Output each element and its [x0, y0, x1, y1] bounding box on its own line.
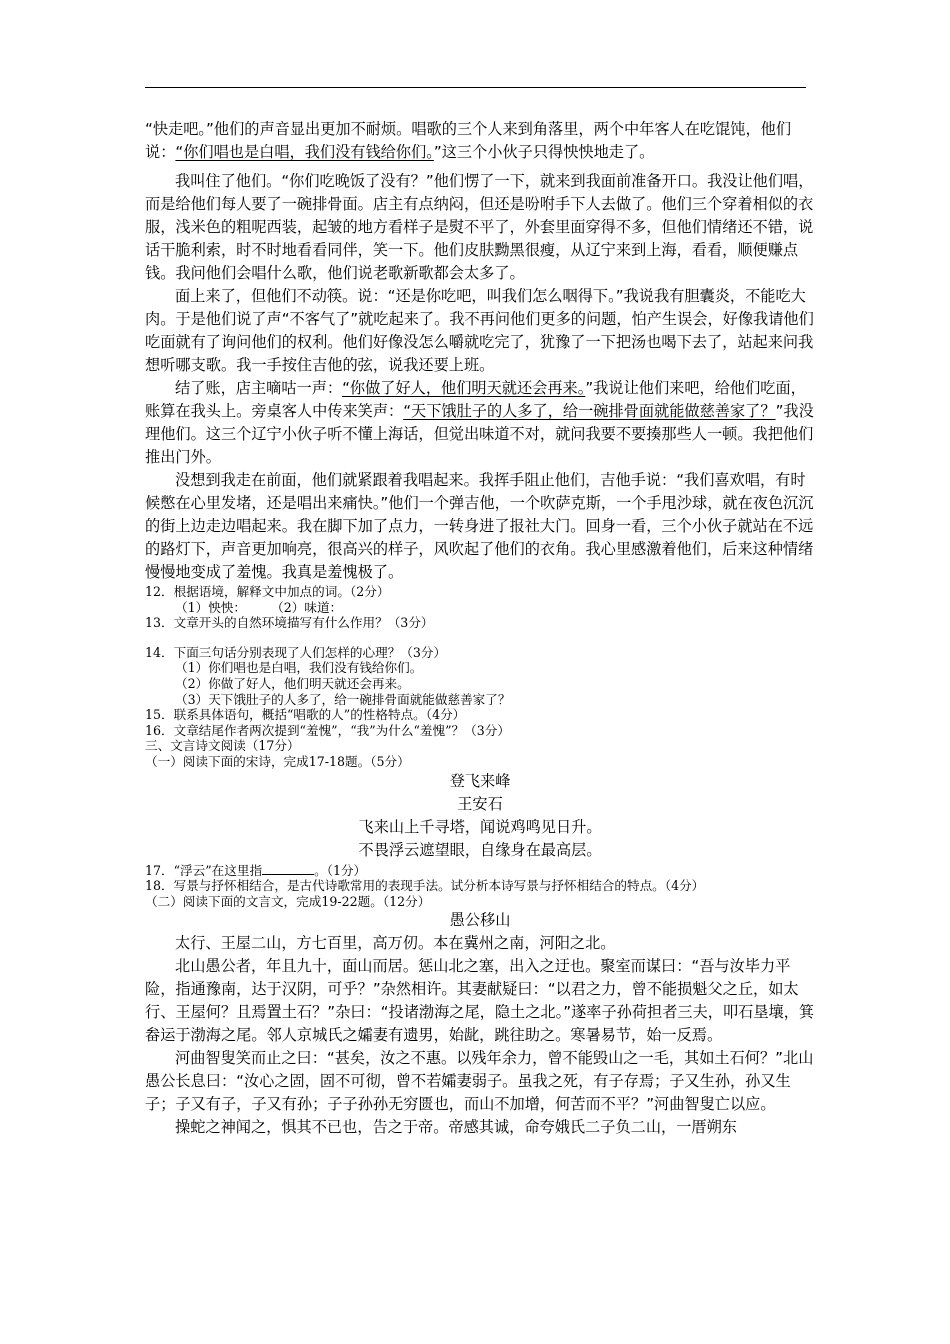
underlined-quote: “天下饿肚子的人多了，给一碗排骨面就能做慈善家了？ — [403, 402, 776, 420]
question-16: 16．文章结尾作者两次提到“羞愧”，“我”为什么“羞愧”？（3分） — [145, 722, 510, 738]
underlined-quote: “你做了好人，他们明天就还会再来。 — [342, 379, 586, 397]
story-paragraph-1 — [145, 118, 815, 164]
question-12-items: （1）怏怏： （2）味道： — [175, 599, 343, 615]
text: “快走吧。”他们的声音显出更加不耐烦。唱歌的三个人来到角落里，两个中年客人在吃馄饨，他们说： — [145, 120, 792, 161]
answer-blank — [262, 862, 314, 875]
question-14-item-3: （3）天下饿肚子的人多了，给一碗排骨面就能做慈善家了？ — [175, 691, 511, 707]
section-3-part-2-heading: （二）阅读下面的文言文，完成19-22题。（12分） — [145, 893, 431, 909]
text: 17．“浮云”在这里指 — [145, 862, 263, 878]
story-paragraph-5: 没想到我走在前面，他们就紧跟着我唱起来。我挥手阻止他们，吉他手说：“我们喜欢唱，有时候憋在心里发堵，还是唱出来痛快。”他们一个弹吉他，一个吹萨克斯，一个手甩沙球，就在夜色沉沉的街上边走边唱起来。我在脚下加了点力，一转身进了报社大门。回身一看，三个小伙子就站在不远的路灯下，声音更加响亮，很高兴的样子，风吹起了他们的衣角。我心里感激着他们，后来这种情绪慢慢地变成了羞愧。我真是羞愧极了。 — [145, 471, 814, 581]
poem-author: 王安石 — [457, 794, 503, 813]
poem-title: 登飞来峰 — [449, 771, 511, 790]
prose-paragraph-4: 操蛇之神闻之，惧其不已也，告之于帝。帝感其诚，命夸娥氏二子负二山，一厝朔东 — [175, 1118, 737, 1137]
prose-paragraph-3: 河曲智叟笑而止之曰：“甚矣，汝之不惠。以残年余力，曾不能毁山之一毛，其如土石何？”北山愚公长息曰：“汝心之固，固不可彻，曾不若孀妻弱子。虽我之死，有子存焉；子又生孙，孙又生子；子又有子，子又有孙；子子孙孙无穷匮也，而山不加增，何苦而不平？”河曲智叟亡以应。 — [145, 1049, 814, 1114]
poem-line-2: 不畏浮云遮望眼，自缘身在最高层。 — [358, 840, 602, 859]
story-paragraph-2: 我叫住了他们。“你们吃晚饭了没有？”他们愣了一下，就来到我面前准备开口。我没让他们唱，而是给他们每人要了一碗排骨面。店主有点纳闷，但还是吩咐手下人去做了。他们三个穿着相似的衣服，浅米色的粗呢西装，起皱的地方看样子是熨不平了，外套里面穿得不多，但他们情绪还不错，说话干脆利索，时不时地看看同伴，笑一下。他们皮肤黝黑很瘦，从辽宁来到上海，看看，顺便赚点钱。我问他们会唱什么歌，他们说老歌新歌都会太多了。 — [145, 172, 814, 282]
text: 。（1分） — [314, 862, 367, 878]
question-12: 12．根据语境，解释文中加点的词。（2分） — [145, 584, 390, 599]
question-14: 14．下面三句话分别表现了人们怎样的心理？（3分） — [145, 644, 447, 660]
text: ”这三个小伙子只得怏怏地走了。 — [433, 143, 655, 161]
prose-paragraph-1: 太行、王屋二山，方七百里，高万仞。本在冀州之南，河阳之北。 — [175, 934, 616, 953]
question-14-item-1: （1）你们唱也是白唱，我们没有钱给你们。 — [175, 660, 423, 676]
prose-title: 愚公移山 — [449, 911, 511, 930]
text: 结了账，店主嘀咕一声： — [175, 379, 343, 397]
underlined-quote: “你们唱也是白唱，我们没有钱给你们。 — [175, 143, 434, 161]
section-3-heading: 三、文言诗文阅读（17分） — [145, 738, 300, 754]
text: ”我没理他们。这三个辽宁小伙子听不懂上海话，但觉出味道不对，就问我要不要揍那些人一顿。我把他们推出门外。 — [145, 402, 814, 466]
question-15: 15．联系具体语句，概括“唱歌的人”的性格特点。（4分） — [145, 707, 466, 723]
story-paragraph-4 — [145, 377, 815, 469]
poem-line-1: 飞来山上千寻塔，闻说鸡鸣见日升。 — [358, 817, 602, 836]
document-body — [145, 118, 815, 1139]
story-paragraph-3: 面上来了，但他们不动筷。说：“还是你吃吧，叫我们怎么咽得下。”我说我有胆囊炎，不能吃大肉。于是他们说了声“不客气了”就吃起来了。我不再问他们更多的问题，怕产生误会，好像我请他们吃面就有了询问他们的权利。他们好像没怎么嚼就吃完了，犹豫了一下把汤也喝下去了，站起来问我想听哪支歌。我一手按住吉他的弦，说我还要上班。 — [145, 287, 814, 374]
prose-paragraph-2: 北山愚公者，年且九十，面山而居。惩山北之塞，出入之迂也。聚室而谋曰：“吾与汝毕力平险，指通豫南，达于汉阴，可乎？”杂然相许。其妻献疑曰：“以君之力，曾不能损魁父之丘，如太行、王屋何？且焉置土石？”杂曰：“投诸渤海之尾，隐土之北。”遂率子孙荷担者三夫，叩石垦壤，箕畚运于渤海之尾。邻人京城氏之孀妻有遗男，始龀，跳往助之。寒暑易节，始一反焉。 — [145, 957, 815, 1045]
question-14-item-2: （2）你做了好人，他们明天就还会再来。 — [175, 675, 410, 691]
text: ”我说让他们来吧，给他们吃面，账算在我头上。旁桌客人中传来笑声： — [145, 379, 806, 420]
section-3-part-1-heading: （一）阅读下面的宋诗，完成17-18题。（5分） — [145, 753, 410, 769]
question-18: 18．写景与抒怀相结合，是古代诗歌常用的表现手法。试分析本诗写景与抒怀相结合的特点。（4分） — [145, 878, 705, 894]
question-17 — [145, 862, 815, 879]
question-13: 13．文章开头的自然环境描写有什么作用？（3分） — [145, 615, 434, 631]
header-rule — [145, 87, 806, 88]
